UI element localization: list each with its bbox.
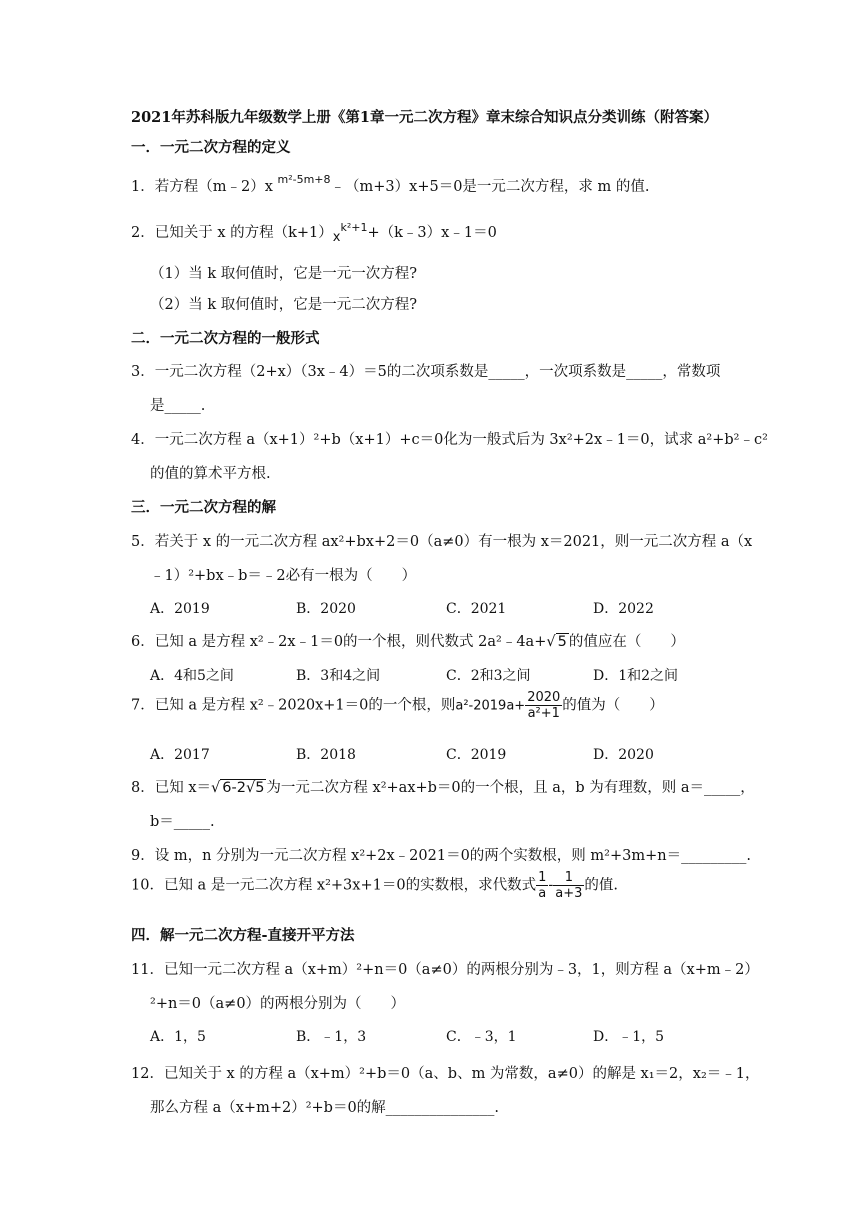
question-3-line-1: 3．一元二次方程（2+x）（3x﹣4）＝5的二次项系数是_____，一次项系数是_____，常数项 xyxy=(131,364,721,380)
question-10: 10．已知 a 是一元二次方程 x²+3x+1＝0的实数根，求代数式 $\frac{1}{a}$ - $\frac{1}{a+3}$ 的值. xyxy=(131,870,619,901)
question-12-line-1: 12．已知关于 x 的方程 a（x+m）²+b＝0（a、b、m 为常数，a≠0）的解是 x₁＝2，x₂＝﹣1， xyxy=(131,1066,760,1082)
question-8-line-1: 8．已知 x＝√ 6-2√5 为一元二次方程 x²+ax+b＝0的一个根，且 a，b 为有理数，则 a＝_____， xyxy=(131,780,755,796)
question-7: 7．已知 a 是方程 x²﹣2020x+1＝0的一个根，则a²-2019a+ $\frac{2020}{\text{a²+1}}$ 的值为（ ） xyxy=(131,690,664,721)
document-title: 2021年苏科版九年级数学上册《第1章一元二次方程》章末综合知识点分类训练（附答案） xyxy=(131,109,718,126)
question-7-option-c: C．2019 xyxy=(446,747,507,763)
question-5-option-c: C．2021 xyxy=(446,601,507,617)
question-11-line-1: 11．已知一元二次方程 a（x+m）²+n＝0（a≠0）的两根分别为﹣3，1，则方程 a（x+m﹣2） xyxy=(131,962,759,978)
question-5-option-a: A．2019 xyxy=(150,601,210,617)
fraction: $\frac{1}{a}$ xyxy=(538,870,547,901)
question-6-option-d: D．1和2之间 xyxy=(593,668,679,684)
question-5-line-2: ﹣1）²+bx﹣b＝﹣2必有一根为（ ） xyxy=(150,568,417,584)
question-11-option-a: A．1，5 xyxy=(150,1029,206,1045)
question-5-line-1: 5．若关于 x 的一元二次方程 ax²+bx+2＝0（a≠0）有一根为 x＝2021，则一元二次方程 a（x xyxy=(131,534,753,550)
question-11-option-b: B．﹣1，3 xyxy=(296,1029,367,1045)
fraction: $\frac{1}{a+3}$ xyxy=(555,870,583,901)
question-6-option-c: C．2和3之间 xyxy=(446,668,531,684)
question-6-option-a: A．4和5之间 xyxy=(150,668,234,684)
question-7-option-d: D．2020 xyxy=(593,747,654,763)
question-12-line-2: 那么方程 a（x+m+2）²+b＝0的解_______________. xyxy=(150,1100,500,1116)
question-7-option-b: B．2018 xyxy=(296,747,356,763)
question-11-option-d: D．﹣1，5 xyxy=(593,1029,665,1045)
question-6: 6．已知 a 是方程 x²﹣2x﹣1＝0的一个根，则代数式 2a²﹣4a+√ 5 的值应在（ ） xyxy=(131,634,685,650)
fraction: $\frac{2020}{\text{a²+1}}$ xyxy=(527,690,561,721)
question-6-option-b: B．3和4之间 xyxy=(296,668,381,684)
question-7-option-a: A．2017 xyxy=(150,747,210,763)
question-3-line-2: 是_____. xyxy=(150,398,206,414)
question-1: 1．若方程（m﹣2）x $^{m^2-5m+8}$﹣（m+3）x+5＝0是一元二次方程，求 m 的值. xyxy=(131,173,650,195)
question-8-line-2: b＝_____. xyxy=(150,814,215,830)
question-2: 2．已知关于 x 的方程$(k+1)x^{k^2+1}+(k﹣3)x﹣1=0$ xyxy=(131,221,497,245)
question-4-line-1: 4．一元二次方程 a（x+1）²+b（x+1）+c＝0化为一般式后为 3x²+2x﹣1＝0，试求 a²+b²﹣c² xyxy=(131,432,768,448)
question-2-part-1: （1）当 k 取何值时，它是一元一次方程? xyxy=(150,266,418,282)
section-heading-2: 二．一元二次方程的一般形式 xyxy=(131,330,320,347)
section-heading-4: 四．解一元二次方程-直接开平方法 xyxy=(131,927,355,944)
question-4-line-2: 的值的算术平方根. xyxy=(150,466,271,482)
question-5-option-b: B．2020 xyxy=(296,601,356,617)
sqrt-symbol: √ 6-2√5 xyxy=(211,780,265,796)
question-5-option-d: D．2022 xyxy=(593,601,654,617)
section-heading-3: 三．一元二次方程的解 xyxy=(131,499,276,516)
section-heading-1: 一．一元二次方程的定义 xyxy=(131,139,291,156)
sqrt-symbol: √ 5 xyxy=(546,634,567,650)
question-11-option-c: C．﹣3，1 xyxy=(446,1029,517,1045)
question-9: 9．设 m，n 分别为一元二次方程 x²+2x﹣2021＝0的两个实数根，则 m²+3m+n＝_________. xyxy=(131,848,751,864)
question-2-part-2: （2）当 k 取何值时，它是一元二次方程? xyxy=(150,297,418,313)
question-11-line-2: ²+n＝0（a≠0）的两根分别为（ ） xyxy=(150,996,406,1012)
